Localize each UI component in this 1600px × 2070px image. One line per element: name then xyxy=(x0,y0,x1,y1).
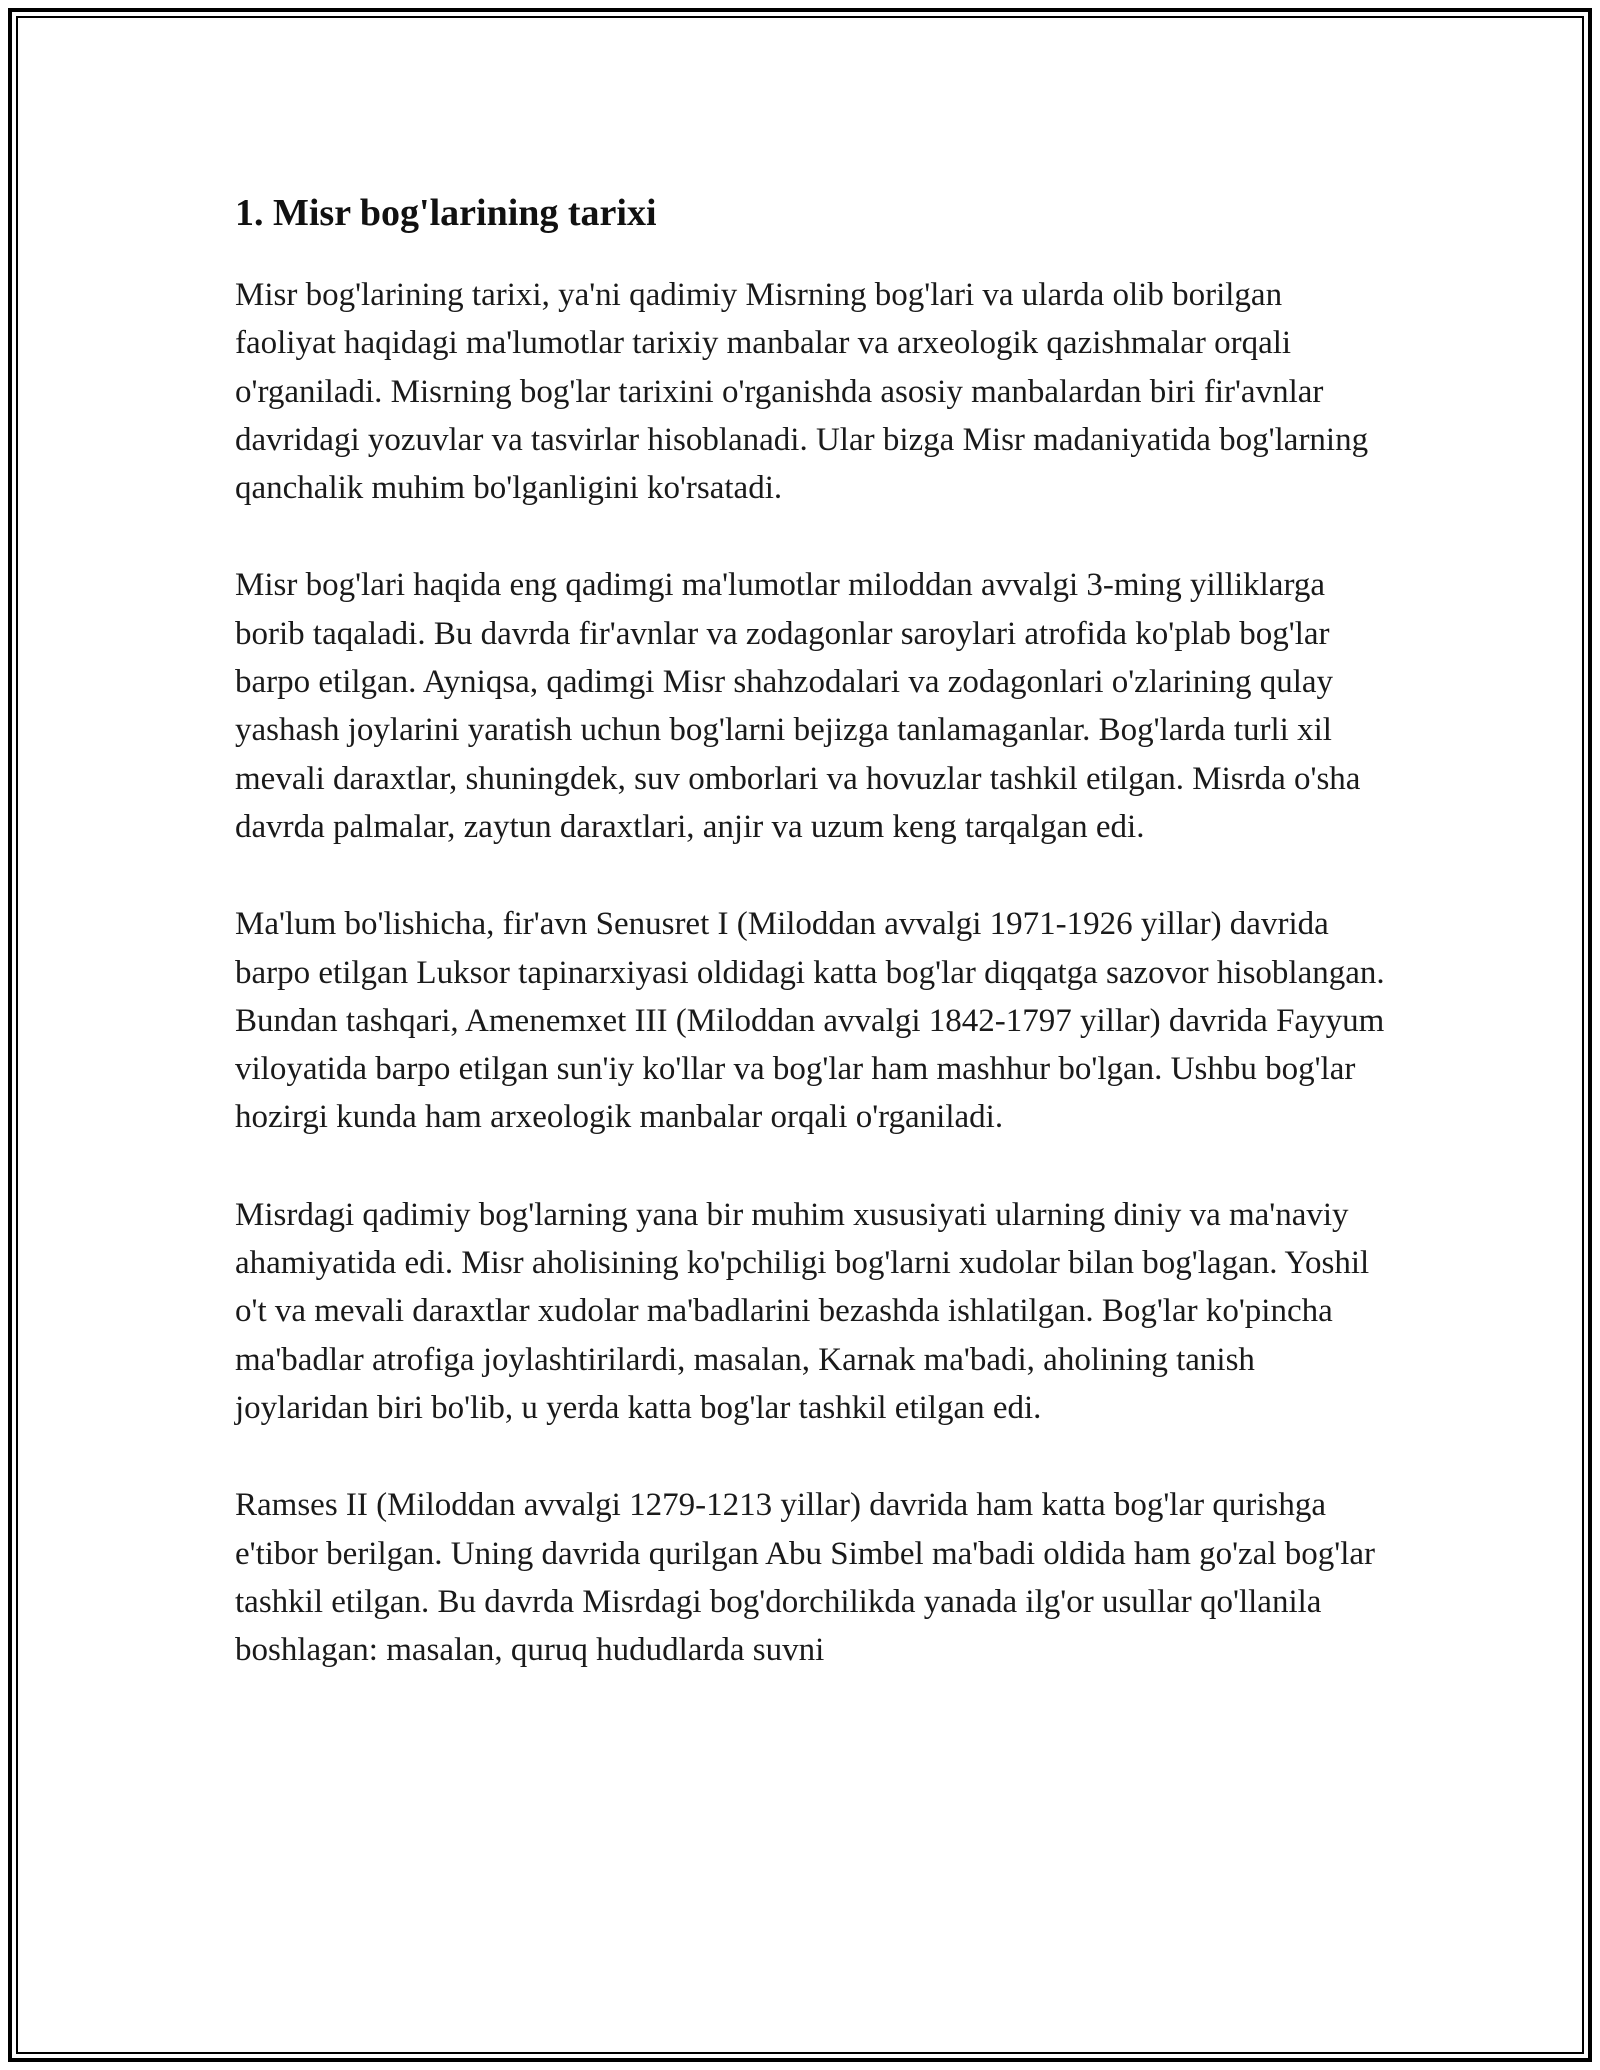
paragraph-earliest-gardens: Misr bog'lari haqida eng qadimgi ma'lumotlar miloddan avvalgi 3-ming yilliklarga borib taqaladi. Bu davrda fir'avnlar va zodagonlar saroylari atrofida ko'plab bog'lar barpo etilgan. Ayniqsa, qadimgi Misr shahzodalari va zodagonlari o'zlarining qulay yashash joylarini yaratish uchun bog'larni bejizga tanlamaganlar. Bog'larda turli xil mevali daraxtlar, shuningdek, suv omborlari va hovuzlar tashkil etilgan. Misrda o'sha davrda palmalar, zaytun daraxtlari, anjir va uzum keng tarqalgan edi. xyxy=(235,567,1361,845)
paragraph-ramses-gardens: Ramses II (Miloddan avvalgi 1279-1213 yillar) davrida ham katta bog'lar qurishga e'tibor berilgan. Uning davrida qurilgan Abu Simbel ma'badi oldida ham go'zal bog'lar tashkil etilgan. Bu davrda Misrdagi bog'dorchilikda yanada ilg'or usullar qo'llanila boshlagan: masalan, quruq hududlarda suvni xyxy=(235,1487,1376,1669)
section-heading: 1. Misr bog'larining tarixi xyxy=(235,192,657,234)
paragraph-history-sources: Misr bog'larining tarixi, ya'ni qadimiy Misrning bog'lari va ularda olib borilgan faoliyat haqidagi ma'lumotlar tarixiy manbalar va arxeologik qazishmalar orqali o'rganiladi. Misrning bog'lar tarixini o'rganishda asosiy manbalardan biri fir'avnlar davridagi yozuvlar va tasvirlar hisoblanadi. Ular bizga Misr madaniyatida bog'larning qanchalik muhim bo'lganligini ko'rsatadi. xyxy=(235,277,1369,507)
paragraph-religious-significance: Misrdagi qadimiy bog'larning yana bir muhim xususiyati ularning diniy va ma'naviy ahamiyatida edi. Misr aholisining ko'pchiligi bog'larni xudolar bilan bog'lagan. Yoshil o't va mevali daraxtlar xudolar ma'badlarini bezashda ishlatilgan. Bog'lar ko'pincha ma'badlar atrofiga joylashtirilardi, masalan, Karnak ma'badi, aholining tanish joylaridan biri bo'lib, u yerda katta bog'lar tashkil etilgan edi. xyxy=(235,1196,1370,1426)
paragraph-pharaoh-gardens: Ma'lum bo'lishicha, fir'avn Senusret I (Miloddan avvalgi 1971-1926 yillar) davrida barpo etilgan Luksor tapinarxiyasi oldidagi katta bog'lar diqqatga sazovor hisoblangan. Bundan tashqari, Amenemxet III (Miloddan avvalgi 1842-1797 yillar) davrida Fayyum viloyatida barpo etilgan sun'iy ko'llar va bog'lar ham mashhur bo'lgan. Ushbu bog'lar hozirgi kunda ham arxeologik manbalar orqali o'rganiladi. xyxy=(235,906,1385,1136)
document-body xyxy=(235,185,1385,1723)
